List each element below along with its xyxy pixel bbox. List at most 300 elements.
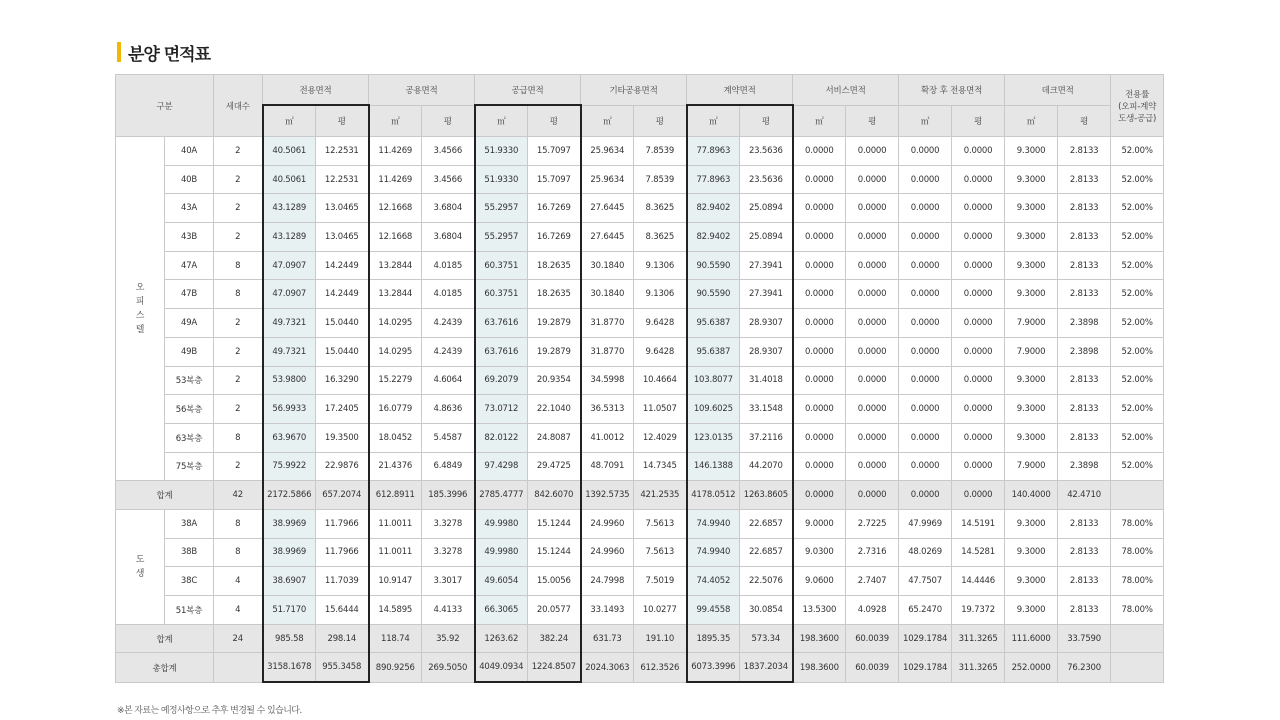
value-cell: 16.7269 [528,223,581,252]
table-header [116,75,1164,137]
value-cell: 0.0000 [793,452,846,481]
value-cell: 13.2844 [369,280,422,309]
value-cell: 0.0000 [952,481,1005,510]
value-cell: 51.9330 [475,137,528,166]
value-cell: 40.5061 [263,165,316,194]
household-count: 2 [214,309,263,338]
value-cell: 7.9000 [1005,337,1058,366]
value-cell: 0.0000 [899,481,952,510]
household-count: 8 [214,251,263,280]
ratio-cell: 52.00% [1111,423,1164,452]
value-cell: 2.8133 [1058,538,1111,567]
value-cell: 73.0712 [475,395,528,424]
value-cell: 2.8133 [1058,423,1111,452]
value-cell: 0.0000 [846,423,899,452]
value-cell: 77.8963 [687,137,740,166]
value-cell: 53.9800 [263,366,316,395]
value-cell: 47.0907 [263,280,316,309]
table-row [116,251,1164,280]
value-cell: 11.4269 [369,137,422,166]
value-cell: 0.0000 [846,337,899,366]
value-cell: 9.3000 [1005,596,1058,625]
value-cell: 4.4133 [422,596,475,625]
value-cell: 890.9256 [369,653,422,683]
value-cell: 842.6070 [528,481,581,510]
header-group: 계약면적 [687,75,793,106]
value-cell: 1029.1784 [899,653,952,683]
value-cell: 0.0000 [846,395,899,424]
value-cell: 0.0000 [846,137,899,166]
value-cell: 198.3600 [793,653,846,683]
ratio-cell: 52.00% [1111,194,1164,223]
value-cell: 55.2957 [475,223,528,252]
value-cell: 269.5050 [422,653,475,683]
ratio-cell: 52.00% [1111,165,1164,194]
value-cell: 29.4725 [528,452,581,481]
value-cell: 30.1840 [581,280,634,309]
value-cell: 44.2070 [740,452,793,481]
value-cell: 382.24 [528,624,581,653]
value-cell: 7.8539 [634,165,687,194]
unit-type: 75복층 [165,452,214,481]
value-cell: 9.0000 [793,509,846,538]
value-cell: 24.9960 [581,509,634,538]
value-cell: 8.3625 [634,194,687,223]
value-cell: 0.0000 [952,337,1005,366]
value-cell: 60.3751 [475,251,528,280]
value-cell: 11.0011 [369,538,422,567]
header-unit-sqm: ㎡ [793,105,846,137]
value-cell: 9.0600 [793,567,846,596]
value-cell: 191.10 [634,624,687,653]
value-cell: 9.3000 [1005,165,1058,194]
household-count: 2 [214,223,263,252]
table-row [116,194,1164,223]
value-cell: 40.5061 [263,137,316,166]
header-households: 세대수 [214,75,263,137]
footnote: ※본 자료는 예정사항으로 추후 변경될 수 있습니다. [117,706,302,716]
table-row [116,596,1164,625]
table-row [116,337,1164,366]
value-cell: 49.6054 [475,567,528,596]
page-title-text: 분양 면적표 [128,44,211,65]
ratio-cell: 52.00% [1111,337,1164,366]
value-cell: 82.0122 [475,423,528,452]
value-cell: 19.2879 [528,309,581,338]
value-cell: 47.9969 [899,509,952,538]
value-cell: 15.1244 [528,509,581,538]
unit-type: 56복층 [165,395,214,424]
value-cell: 2.8133 [1058,567,1111,596]
value-cell: 7.8539 [634,137,687,166]
value-cell: 82.9402 [687,223,740,252]
value-cell: 1224.8507 [528,653,581,683]
table-row [116,567,1164,596]
value-cell: 0.0000 [793,481,846,510]
unit-type: 38C [165,567,214,596]
unit-type: 63복층 [165,423,214,452]
header-unit-sqm: ㎡ [475,105,528,137]
value-cell: 14.2449 [316,280,369,309]
value-cell: 47.0907 [263,251,316,280]
value-cell: 22.6857 [740,538,793,567]
ratio-cell: 52.00% [1111,452,1164,481]
value-cell: 0.0000 [952,280,1005,309]
value-cell: 8.3625 [634,223,687,252]
value-cell: 9.0300 [793,538,846,567]
grand-total-row [116,653,1164,683]
header-group: 서비스면적 [793,75,899,106]
value-cell: 27.3941 [740,251,793,280]
value-cell: 2.8133 [1058,509,1111,538]
value-cell: 43.1289 [263,223,316,252]
header-row-groups [116,75,1164,106]
value-cell: 9.3000 [1005,509,1058,538]
value-cell: 14.0295 [369,337,422,366]
value-cell: 66.3065 [475,596,528,625]
value-cell: 3.6804 [422,194,475,223]
value-cell: 298.14 [316,624,369,653]
value-cell: 123.0135 [687,423,740,452]
value-cell: 1029.1784 [899,624,952,653]
value-cell: 20.9354 [528,366,581,395]
value-cell: 97.4298 [475,452,528,481]
value-cell: 7.5019 [634,567,687,596]
value-cell: 146.1388 [687,452,740,481]
value-cell: 12.1668 [369,223,422,252]
header-gubun: 구분 [116,75,214,137]
value-cell: 0.0000 [899,395,952,424]
header-group: 공용면적 [369,75,475,106]
value-cell: 11.7966 [316,509,369,538]
value-cell: 22.5076 [740,567,793,596]
value-cell: 63.7616 [475,337,528,366]
value-cell: 2.8133 [1058,280,1111,309]
value-cell: 4.8636 [422,395,475,424]
value-cell: 14.5895 [369,596,422,625]
value-cell: 23.5636 [740,137,793,166]
subtotal-ratio [1111,481,1164,510]
value-cell: 48.7091 [581,452,634,481]
value-cell: 25.0894 [740,194,793,223]
subtotal-label: 합계 [116,624,214,653]
table-row [116,452,1164,481]
value-cell: 252.0000 [1005,653,1058,683]
household-count: 2 [214,194,263,223]
value-cell: 3.6804 [422,223,475,252]
value-cell: 76.2300 [1058,653,1111,683]
value-cell: 2.8133 [1058,194,1111,223]
ratio-cell: 52.00% [1111,223,1164,252]
value-cell: 0.0000 [793,165,846,194]
value-cell: 11.0507 [634,395,687,424]
value-cell: 0.0000 [952,366,1005,395]
value-cell: 140.4000 [1005,481,1058,510]
value-cell: 109.6025 [687,395,740,424]
value-cell: 0.0000 [899,337,952,366]
ratio-cell: 52.00% [1111,280,1164,309]
value-cell: 10.9147 [369,567,422,596]
value-cell: 2.8133 [1058,137,1111,166]
table-row [116,538,1164,567]
ratio-cell: 78.00% [1111,596,1164,625]
household-count: 8 [214,538,263,567]
header-unit-pyeong: 평 [634,105,687,137]
value-cell: 82.9402 [687,194,740,223]
value-cell: 42.4710 [1058,481,1111,510]
value-cell: 60.3751 [475,280,528,309]
value-cell: 2.8133 [1058,596,1111,625]
value-cell: 19.3500 [316,423,369,452]
title-accent-bar [117,42,121,62]
value-cell: 311.3265 [952,653,1005,683]
household-count: 2 [214,395,263,424]
value-cell: 9.3000 [1005,538,1058,567]
header-unit-pyeong: 평 [316,105,369,137]
grand-total-label: 총합계 [116,653,214,683]
value-cell: 34.5998 [581,366,634,395]
subtotal-row [116,481,1164,510]
value-cell: 55.2957 [475,194,528,223]
header-ratio-line: 도생-공급) [1118,113,1157,124]
header-ratio [1111,75,1164,137]
value-cell: 10.0277 [634,596,687,625]
value-cell: 4049.0934 [475,653,528,683]
value-cell: 31.8770 [581,337,634,366]
value-cell: 185.3996 [422,481,475,510]
value-cell: 47.7507 [899,567,952,596]
table-row [116,509,1164,538]
section-name: 도생 [135,554,145,579]
value-cell: 2785.4777 [475,481,528,510]
value-cell: 25.0894 [740,223,793,252]
value-cell: 19.2879 [528,337,581,366]
value-cell: 60.0039 [846,624,899,653]
value-cell: 15.2279 [369,366,422,395]
value-cell: 1263.62 [475,624,528,653]
value-cell: 49.7321 [263,309,316,338]
value-cell: 0.0000 [793,366,846,395]
value-cell: 14.7345 [634,452,687,481]
area-table [115,74,1164,683]
value-cell: 3.3278 [422,509,475,538]
value-cell: 4.0185 [422,251,475,280]
value-cell: 198.3600 [793,624,846,653]
value-cell: 0.0000 [899,280,952,309]
value-cell: 2.3898 [1058,309,1111,338]
household-count: 4 [214,596,263,625]
unit-type: 40A [165,137,214,166]
value-cell: 74.9940 [687,538,740,567]
value-cell: 22.9876 [316,452,369,481]
header-ratio-line: (오피-계약 [1118,101,1157,112]
value-cell: 118.74 [369,624,422,653]
value-cell: 18.2635 [528,251,581,280]
value-cell: 0.0000 [793,309,846,338]
value-cell: 0.0000 [899,309,952,338]
value-cell: 0.0000 [846,223,899,252]
value-cell: 1392.5735 [581,481,634,510]
value-cell: 0.0000 [952,194,1005,223]
grand-total-ratio [1111,653,1164,683]
value-cell: 74.4052 [687,567,740,596]
value-cell: 25.9634 [581,165,634,194]
value-cell: 15.1244 [528,538,581,567]
value-cell: 2.8133 [1058,395,1111,424]
value-cell: 1837.2034 [740,653,793,683]
page-title [117,40,210,64]
value-cell: 0.0000 [952,423,1005,452]
header-group: 확장 후 전용면적 [899,75,1005,106]
value-cell: 2024.3063 [581,653,634,683]
value-cell: 12.2531 [316,165,369,194]
table-row [116,309,1164,338]
value-cell: 0.0000 [899,423,952,452]
value-cell: 33.1493 [581,596,634,625]
value-cell: 9.3000 [1005,567,1058,596]
value-cell: 0.0000 [846,481,899,510]
value-cell: 0.0000 [952,165,1005,194]
value-cell: 22.6857 [740,509,793,538]
value-cell: 90.5590 [687,251,740,280]
value-cell: 22.1040 [528,395,581,424]
value-cell: 14.5281 [952,538,1005,567]
value-cell: 11.7039 [316,567,369,596]
value-cell: 27.3941 [740,280,793,309]
ratio-cell: 78.00% [1111,538,1164,567]
value-cell: 21.4376 [369,452,422,481]
value-cell: 25.9634 [581,137,634,166]
unit-type: 47A [165,251,214,280]
value-cell: 0.0000 [846,194,899,223]
value-cell: 3.3017 [422,567,475,596]
value-cell: 49.9980 [475,509,528,538]
value-cell: 4178.0512 [687,481,740,510]
value-cell: 421.2535 [634,481,687,510]
value-cell: 311.3265 [952,624,1005,653]
value-cell: 9.1306 [634,280,687,309]
value-cell: 7.9000 [1005,309,1058,338]
value-cell: 0.0000 [793,223,846,252]
value-cell: 573.34 [740,624,793,653]
value-cell: 27.6445 [581,223,634,252]
value-cell: 0.0000 [846,452,899,481]
value-cell: 103.8077 [687,366,740,395]
header-unit-pyeong: 평 [1058,105,1111,137]
value-cell: 74.9940 [687,509,740,538]
value-cell: 16.7269 [528,194,581,223]
value-cell: 43.1289 [263,194,316,223]
value-cell: 6073.3996 [687,653,740,683]
value-cell: 0.0000 [899,165,952,194]
value-cell: 38.9969 [263,509,316,538]
value-cell: 15.7097 [528,137,581,166]
value-cell: 985.58 [263,624,316,653]
value-cell: 7.5613 [634,538,687,567]
value-cell: 0.0000 [846,309,899,338]
value-cell: 24.7998 [581,567,634,596]
value-cell: 38.9969 [263,538,316,567]
value-cell: 95.6387 [687,337,740,366]
value-cell: 49.9980 [475,538,528,567]
household-count: 8 [214,423,263,452]
value-cell: 955.3458 [316,653,369,683]
subtotal-label: 합계 [116,481,214,510]
value-cell: 16.3290 [316,366,369,395]
value-cell: 13.0465 [316,194,369,223]
section-label [116,137,165,481]
value-cell: 51.7170 [263,596,316,625]
section-name: 오피스텔 [135,282,145,335]
value-cell: 63.9670 [263,423,316,452]
value-cell: 0.0000 [846,366,899,395]
value-cell: 0.0000 [793,337,846,366]
value-cell: 14.4446 [952,567,1005,596]
value-cell: 6.4849 [422,452,475,481]
header-unit-pyeong: 평 [740,105,793,137]
unit-type: 40B [165,165,214,194]
value-cell: 2.8133 [1058,223,1111,252]
household-count: 4 [214,567,263,596]
value-cell: 15.0440 [316,337,369,366]
header-unit-sqm: ㎡ [1005,105,1058,137]
table-row [116,137,1164,166]
ratio-cell: 52.00% [1111,251,1164,280]
section-label [116,509,165,624]
value-cell: 9.3000 [1005,280,1058,309]
value-cell: 17.2405 [316,395,369,424]
header-group: 전용면적 [263,75,369,106]
value-cell: 11.7966 [316,538,369,567]
value-cell: 31.8770 [581,309,634,338]
value-cell: 12.2531 [316,137,369,166]
header-unit-sqm: ㎡ [687,105,740,137]
unit-type: 38A [165,509,214,538]
value-cell: 7.5613 [634,509,687,538]
subtotal-count: 42 [214,481,263,510]
header-row-units [116,105,1164,137]
value-cell: 15.0440 [316,309,369,338]
subtotal-count: 24 [214,624,263,653]
value-cell: 38.6907 [263,567,316,596]
value-cell: 12.1668 [369,194,422,223]
value-cell: 0.0000 [846,251,899,280]
value-cell: 37.2116 [740,423,793,452]
value-cell: 10.4664 [634,366,687,395]
header-unit-sqm: ㎡ [263,105,316,137]
value-cell: 9.3000 [1005,194,1058,223]
value-cell: 9.3000 [1005,137,1058,166]
value-cell: 75.9922 [263,452,316,481]
subtotal-row [116,624,1164,653]
value-cell: 0.0000 [952,452,1005,481]
value-cell: 2.8133 [1058,366,1111,395]
value-cell: 0.0000 [899,194,952,223]
value-cell: 49.7321 [263,337,316,366]
value-cell: 1263.8605 [740,481,793,510]
value-cell: 612.8911 [369,481,422,510]
ratio-cell: 78.00% [1111,567,1164,596]
table-row [116,280,1164,309]
value-cell: 90.5590 [687,280,740,309]
header-unit-pyeong: 평 [846,105,899,137]
value-cell: 2172.5866 [263,481,316,510]
value-cell: 4.0185 [422,280,475,309]
value-cell: 99.4558 [687,596,740,625]
header-ratio-line: 전용률 [1125,89,1150,100]
value-cell: 18.0452 [369,423,422,452]
household-count: 2 [214,452,263,481]
